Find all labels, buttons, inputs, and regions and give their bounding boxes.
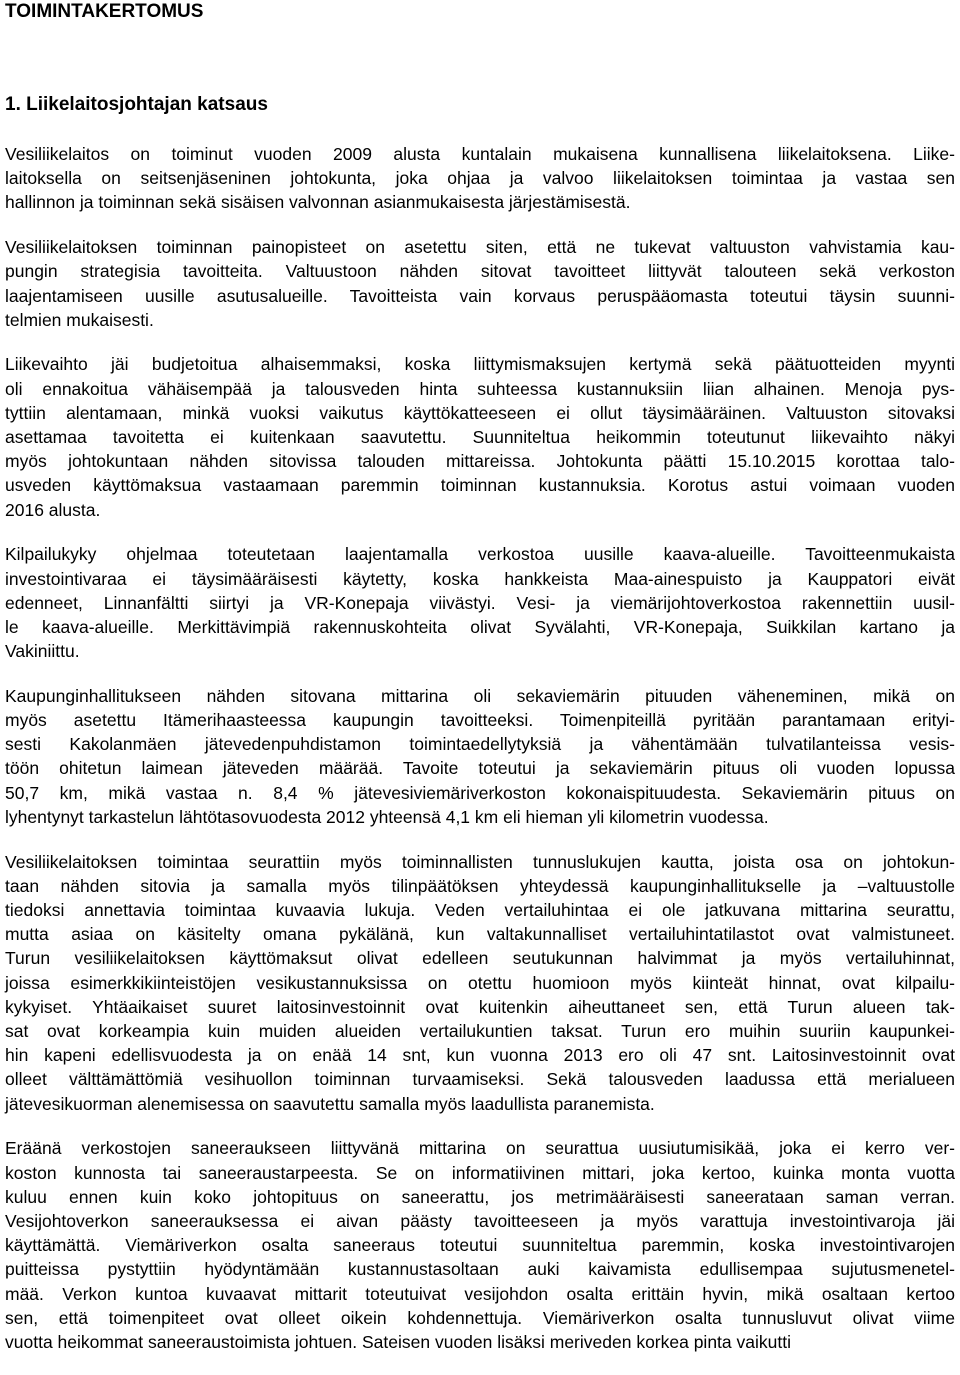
text-line: mää. Verkon kuntoa kuvaavat mittarit toteutuivat vesijohdon osalta erittäin hyvin, mikä osaltaan kertoo xyxy=(5,1283,955,1304)
text-line: sen, että toimenpiteet ovat olleet oikein kohdennettuja. Viemäriverkon osalta tunnusluvut olivat viime xyxy=(5,1307,955,1328)
text-line: asettamaa tavoitetta ei kuitenkaan saavutettu. Suunniteltua heikommin toteutunut liikevaihto näkyi xyxy=(5,427,955,448)
paragraph xyxy=(5,352,955,521)
text-line: kykyiset. Yhtäaikaiset suuret laitosinvestoinnit ovat kuitenkin aiheuttaneet sen, että Turun alueen tak- xyxy=(5,996,955,1017)
text-line: Kilpailukyky ohjelmaa toteutetaan laajentamalla verkostoa uusille kaava-alueille. Tavoitteenmukaista xyxy=(5,544,955,565)
text-line: pungin strategisia tavoitteita. Valtuustoon nähden sitovat tavoitteet liittyvät talouteen sekä verkoston xyxy=(5,261,955,282)
text-line: kuluu ennen kuin koko johtopituus on saneerattu, jos metrimääräisesti saneerataan saman verran. xyxy=(5,1186,955,1207)
paragraph xyxy=(5,1136,955,1354)
text-line: Vesiliikelaitoksen toimintaa seurattiin myös toiminnallisten tunnuslukujen kautta, joista osa on johtokun- xyxy=(5,851,955,872)
text-line: 2016 alusta. xyxy=(5,499,101,520)
text-line: lyhentynyt tarkastelun lähtötasovuodesta 2012 yhteensä 4,1 km eli hieman yli kilometrin vuodessa. xyxy=(5,806,769,827)
text-line: mutta asiaa on käsitelty omana pykälänä, kun valtakunnalliset vertailuhintatilastot ovat valmistuneet. xyxy=(5,924,955,945)
paragraph xyxy=(5,850,955,1116)
text-line: käyttämättä. Viemäriverkon osalta saneeraus toteutui suunniteltua paremmin, koska investointivarojen xyxy=(5,1235,955,1256)
text-line: 50,7 km, mikä vastaa n. 8,4 % jätevesiviemäriverkoston kokonaispituudesta. Sekaviemärin pituus on xyxy=(5,782,955,803)
paragraph xyxy=(5,235,955,332)
text-line: Vesiliikelaitoksen toiminnan painopisteet on asetettu siten, että ne tukevat valtuuston vahvistamia kau- xyxy=(5,237,955,258)
text-line: vuotta heikommat saneeraustoimista johtuen. Sateisen vuoden lisäksi meriveden korkea pinta vaikutti xyxy=(5,1331,791,1352)
text-line: hin kapeni edellisvuodesta ja on enää 14 snt, kun vuonna 2013 ero oli 47 snt. Laitosinvestoinnit ovat xyxy=(5,1045,955,1066)
text-line: Eräänä verkostojen saneeraukseen liittyvänä mittarina on seurattua uusiutumisikää, joka ei kerro ver- xyxy=(5,1138,955,1159)
text-line: Turun vesiliikelaitoksen käyttömaksut olivat edelleen seutukunnan halvimmat ja myös vertailuhinnat, xyxy=(5,948,955,969)
paragraph xyxy=(5,542,955,663)
text-line: usveden käyttömaksua vastaamaan paremmin toiminnan kustannuksia. Korotus astui voimaan vuoden xyxy=(5,475,955,496)
text-line: joissa esimerkkikiinteistöjen vesikustannuksissa on otettu huomioon myös kiinteät hinnat, ovat kilpailu- xyxy=(5,972,955,993)
paragraph xyxy=(5,142,955,215)
text-line: töön ohitetun laimean jäteveden määrää. Tavoite toteutui ja sekaviemärin pituus oli vuoden lopussa xyxy=(5,758,955,779)
text-line: tiedoksi annettavia toimintaa kuvaavia lukuja. Veden vertailuhintaa ei ole jatkuvana mittarina seurattu, xyxy=(5,899,955,920)
text-line: investointivaraa ei täysimääräisesti käytetty, koska hankkeista Maa-ainespuisto ja Kauppatori eivät xyxy=(5,568,955,589)
document-page xyxy=(5,0,955,1352)
section-heading: 1. Liikelaitosjohtajan katsaus xyxy=(5,94,268,115)
text-line: jätevesikuorman alenemisessa on saavutettu samalla myös laadullista paranemista. xyxy=(5,1093,655,1114)
text-line: myös asetettu Itämerihaasteessa kaupungin tavoitteeksi. Toimenpiteillä pyritään parantamaan erityi- xyxy=(5,710,955,731)
text-line: Liikevaihto jäi budjetoitua alhaisemmaksi, koska liittymismaksujen kertymä sekä päätuotteiden myynti xyxy=(5,354,955,375)
text-line: edenneet, Linnanfältti siirtyi ja VR-Konepaja viivästyi. Vesi- ja viemärijohtoverkostoa rakennettiin uusil- xyxy=(5,592,955,613)
body-text xyxy=(5,142,955,1375)
text-line: laajentamiseen uusille asutusalueille. Tavoitteista vain korvaus peruspääomasta toteutui täysin suunni- xyxy=(5,285,955,306)
text-line: tyttiin alentamaan, minkä vuoksi vaikutus käyttökatteeseen ei ollut täysimääräinen. Valtuuston sitovaksi xyxy=(5,402,955,423)
text-line: Vesijohtoverkon saneerauksessa ei aivan päästy tavoitteeseen ja myös varattuja investointivaroja jäi xyxy=(5,1210,955,1231)
text-line: le kaava-alueille. Merkittävimpiä rakennuskohteita olivat Syvälahti, VR-Konepaja, Suikkilan kartano ja xyxy=(5,616,955,637)
text-line: laitoksella on seitsenjäseninen johtokunta, joka ohjaa ja valvoo liikelaitoksen toimintaa ja vastaa sen xyxy=(5,168,955,189)
text-line: puitteissa pystyttiin hyödyntämään kustannustasoltaan auki kaivamista edullisempaa sujutusmenetel- xyxy=(5,1259,955,1280)
text-line: hallinnon ja toiminnan sekä sisäisen valvonnan asianmukaisesta järjestämisestä. xyxy=(5,192,631,213)
text-line: taan nähden sitovia ja samalla myös tilinpäätöksen yhteydessä kaupunginhallitukselle ja –valtuustolle xyxy=(5,875,955,896)
text-line: Vakiniittu. xyxy=(5,641,80,662)
text-line: sesti Kakolanmäen jätevedenpuhdistamon toimintaedellytyksiä ja vähentämään tulvatilanteissa vesis- xyxy=(5,734,955,755)
text-line: oli ennakoitua vähäisempää ja talousveden hinta suhteessa kustannuksiin liian alhainen. Menoja pys- xyxy=(5,378,955,399)
text-line: myös johtokuntaan nähden sitovissa talouden mittareissa. Johtokunta päätti 15.10.2015 korottaa talo- xyxy=(5,451,955,472)
text-line: Kaupunginhallitukseen nähden sitovana mittarina oli sekaviemärin pituuden väheneminen, mikä on xyxy=(5,685,955,706)
text-line: olleet välttämättömiä vesihuollon toiminnan turvaamiseksi. Sekä talousveden laadussa että merialueen xyxy=(5,1069,955,1090)
document-title: TOIMINTAKERTOMUS xyxy=(5,1,204,22)
text-line: telmien mukaisesti. xyxy=(5,309,154,330)
text-line: sat ovat korkeampia kuin muiden alueiden vertailukuntien taksat. Turun ero muihin suuriin kaupunkei- xyxy=(5,1021,955,1041)
text-line: Vesiliikelaitos on toiminut vuoden 2009 alusta kuntalain mukaisena kunnallisena liikelaitoksena. Liike- xyxy=(5,144,955,164)
paragraph xyxy=(5,684,955,829)
text-line: koston kunnosta tai saneeraustarpeesta. Se on informatiivinen mittari, joka kertoo, kuinka monta vuotta xyxy=(5,1162,955,1183)
